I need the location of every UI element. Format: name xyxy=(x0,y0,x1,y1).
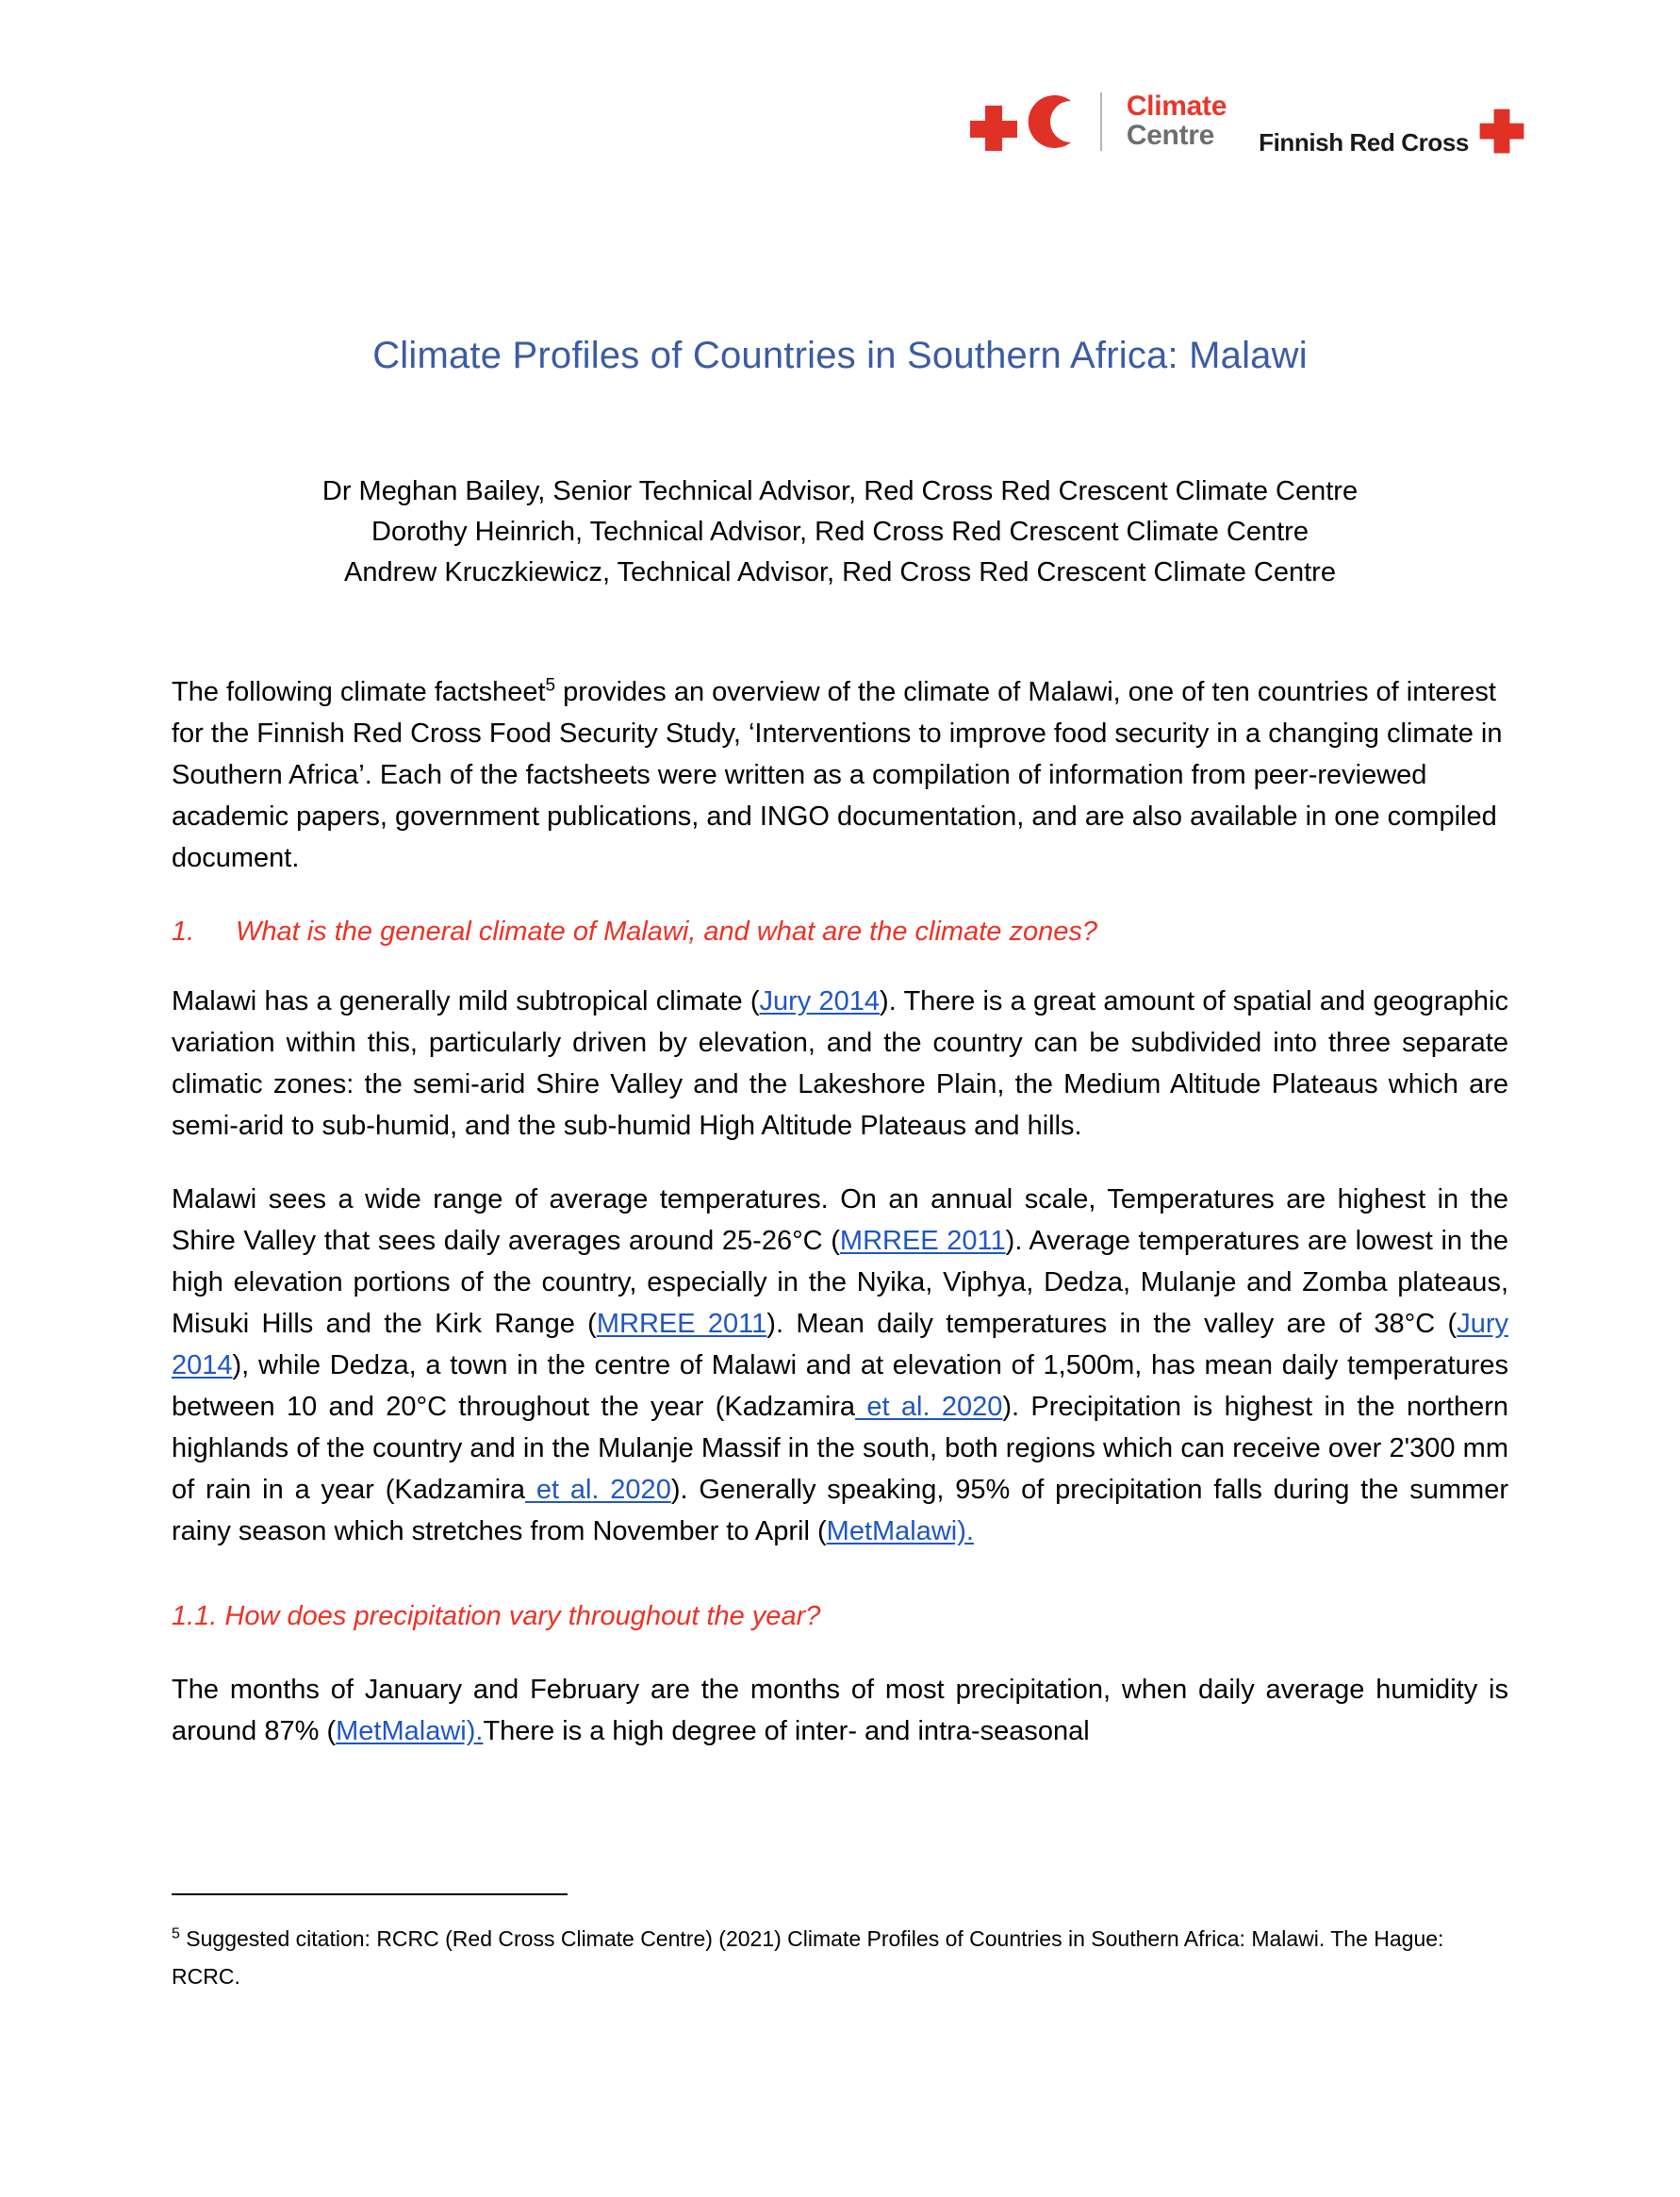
footnote-area xyxy=(172,1893,1508,1995)
reference-link-jury-2014-b[interactable]: Jury 2014 xyxy=(172,1309,1508,1380)
page-title: Climate Profiles of Countries in Southern Africa: Malawi xyxy=(372,335,1308,376)
reference-link-kadzamira-et-al-2020-a[interactable]: et al. 2020 xyxy=(855,1392,1003,1422)
intro-paragraph xyxy=(172,671,1508,879)
section-1-paragraph-1 xyxy=(172,981,1508,1147)
footnote-separator-rule xyxy=(172,1893,568,1895)
red-cross-red-crescent-climate-centre-logo xyxy=(964,92,1227,151)
reference-link-mrree-2011-a[interactable]: MRREE 2011 xyxy=(839,1226,1006,1256)
finnish-red-cross-label: Finnish Red Cross xyxy=(1259,128,1469,157)
document-body xyxy=(172,671,1508,1784)
s1p1-text-1: Malawi has a generally mild subtropical climate ( xyxy=(172,986,760,1016)
section-1-heading xyxy=(172,911,1508,952)
s1p2-text-3: ). Mean daily temperatures in the valley are of 38°C ( xyxy=(766,1309,1458,1339)
reference-link-jury-2014[interactable]: Jury 2014 xyxy=(759,986,881,1016)
s11p1-text-1: The months of January and February are the months of most precipitation, when daily average humidity is around 87% ( xyxy=(172,1675,1508,1746)
footnote-body-text: Suggested citation: RCRC (Red Cross Climate Centre) (2021) Climate Profiles of Countries in Southern Africa: Malawi. The Hague: RCRC. xyxy=(172,1926,1444,1989)
logo-divider xyxy=(1100,92,1102,151)
climate-centre-wordmark xyxy=(1127,92,1227,150)
red-cross-and-crescent-mark xyxy=(964,92,1076,151)
red-cross-icon xyxy=(964,92,1023,151)
section-1-paragraph-2 xyxy=(172,1179,1508,1552)
s1p1-text-2: ). There is a great amount of spatial and geographic variation within this, particularly driven by elevation, and the country can be subdivided into three separate climatic zones: the semi-arid Shire Valley and the Lakeshore Plain, the Medium Altitude Plateaus which are semi-arid to sub-humid, and the sub-humid High Altitude Plateaus and hills. xyxy=(172,986,1509,1141)
red-crescent-icon xyxy=(1027,92,1076,151)
s1p2-text-1: Malawi sees a wide range of average temperatures. On an annual scale, Temperatures are highest in the Shire Valley that sees daily averages around 25-26°C ( xyxy=(172,1184,1508,1256)
intro-text-part-1: The following climate factsheet xyxy=(172,677,546,707)
reference-link-mrree-2011-b[interactable]: MRREE 2011 xyxy=(596,1309,767,1339)
s11p1-text-2: There is a high degree of inter- and intra-seasonal xyxy=(483,1716,1090,1746)
s1p2-text-4: ), while Dedza, a town in the centre of Malawi and at elevation of 1,500m, has mean daily temperatures between 10 and 20°C throughout the year (Kadzamira xyxy=(172,1350,1508,1422)
s1p2-text-6: ). Generally speaking, 95% of precipitation falls during the summer rainy season which stretches from November to April ( xyxy=(172,1475,1509,1546)
reference-link-metmalawi-b[interactable]: MetMalawi). xyxy=(336,1716,484,1746)
intro-text-part-2: provides an overview of the climate of Malawi, one of ten countries of interest for the Finnish Red Cross Food Security Study, ‘Interventions to improve food security in a changing climate in Southern Africa’. Each of the factsheets were written as a compilation of information from peer-reviewed academic papers, government publications, and INGO documentation, and are also available in one compiled document. xyxy=(172,677,1503,873)
footnote-number: 5 xyxy=(172,1925,180,1942)
section-1-number: 1. xyxy=(172,917,195,947)
logo-header xyxy=(964,92,1529,160)
section-1-1-heading: 1.1. How does precipitation vary throughout the year? xyxy=(172,1601,821,1631)
author-block xyxy=(0,471,1680,593)
footnote-reference-marker[interactable]: 5 xyxy=(545,675,556,696)
s1p2-text-5: ). Precipitation is highest in the northern highlands of the country and in the Mulanje Massif in the south, both regions which can receive over 2'300 mm of rain in a year (Kadzamira xyxy=(172,1392,1509,1505)
author-line-3: Andrew Kruczkiewicz, Technical Advisor, Red Cross Red Crescent Climate Centre xyxy=(344,557,1336,587)
logo-line-centre: Centre xyxy=(1126,120,1215,151)
finnish-red-cross-icon xyxy=(1474,106,1529,160)
author-line-1: Dr Meghan Bailey, Senior Technical Advisor, Red Cross Red Crescent Climate Centre xyxy=(321,476,1359,506)
section-1-heading-text: What is the general climate of Malawi, and what are the climate zones? xyxy=(236,917,1097,947)
section-1-1-paragraph-1 xyxy=(172,1669,1508,1752)
logo-line-climate: Climate xyxy=(1126,91,1227,123)
footnote-entry xyxy=(172,1920,1508,1995)
s1p2-text-2: ). Average temperatures are lowest in the high elevation portions of the country, especially in the Nyika, Viphya, Dedza, Mulanje and Zomba plateaus, Misuki Hills and the Kirk Range ( xyxy=(172,1226,1508,1339)
reference-link-kadzamira-et-al-2020-b[interactable]: et al. 2020 xyxy=(525,1475,671,1505)
reference-link-metmalawi-a[interactable]: MetMalawi). xyxy=(826,1516,974,1546)
author-line-2: Dorothy Heinrich, Technical Advisor, Red Cross Red Crescent Climate Centre xyxy=(371,517,1309,547)
finnish-red-cross-logo xyxy=(1259,106,1529,160)
